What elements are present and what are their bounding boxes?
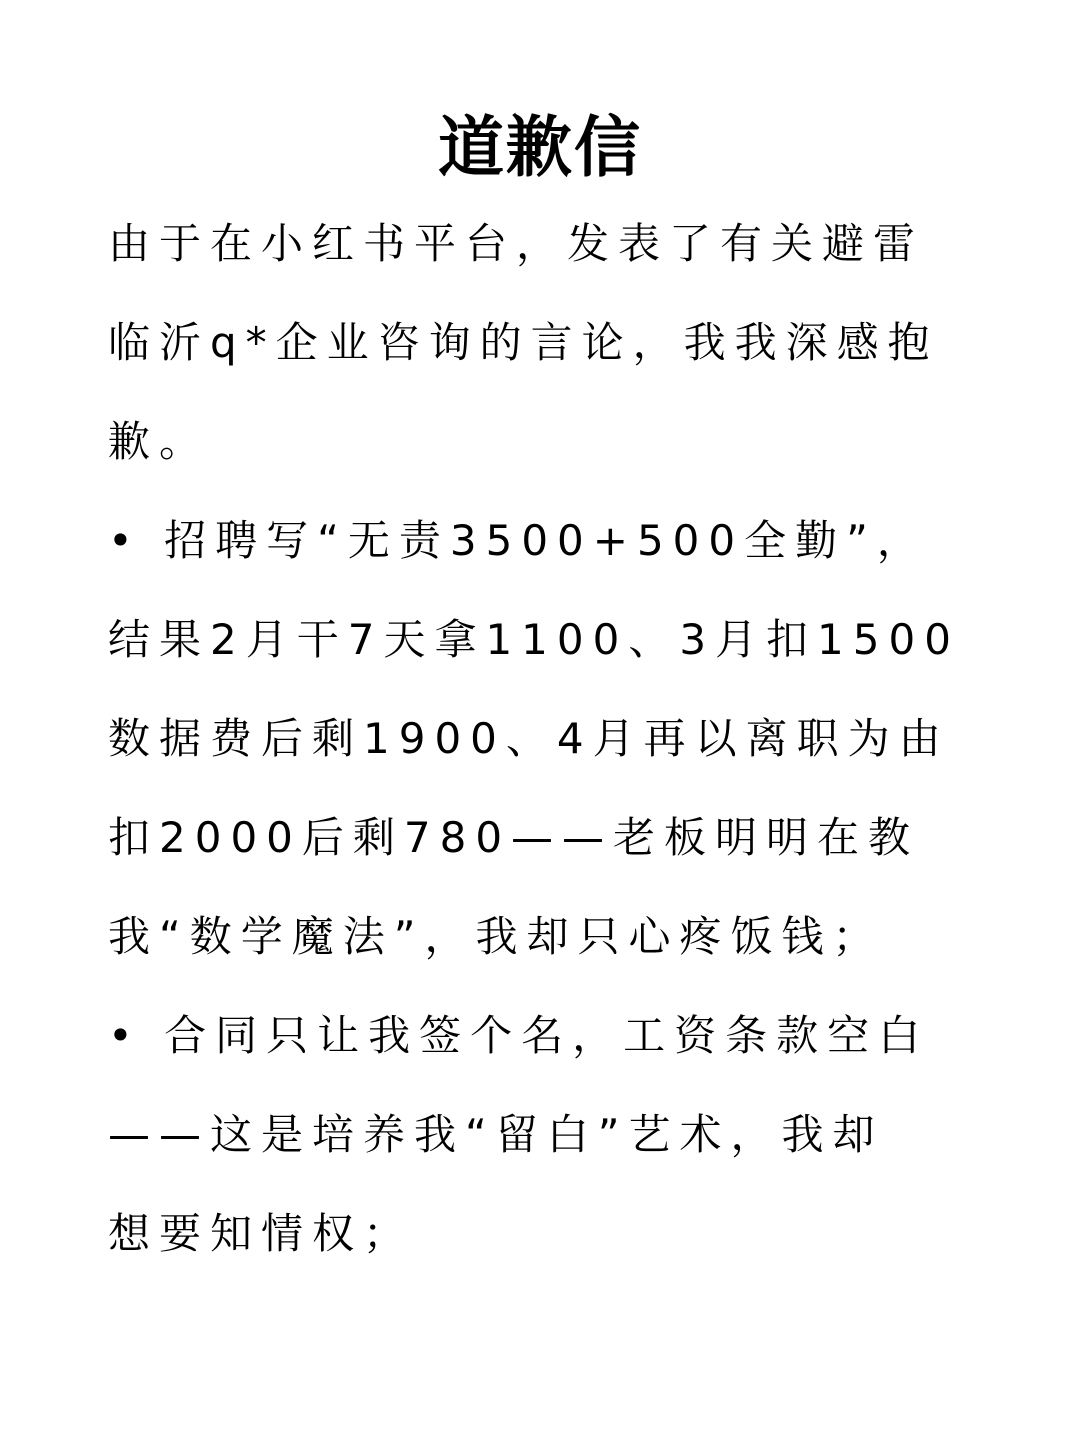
body-line: 歉。 [108,417,211,466]
letter-body [108,194,1008,1283]
bullet-line: • 合同只让我签个名，工资条款空白 [108,1011,930,1060]
body-line: 想要知情权； [108,1209,415,1258]
body-line: 临沂q*企业咨询的言论，我我深感抱 [108,318,939,367]
body-line: 数据费后剩1900、4月再以离职为由 [108,714,950,763]
body-line: 扣2000后剩780——老板明明在教 [108,813,920,862]
page-title: 道歉信 [438,109,642,186]
body-line: 结果2月干7天拿1100、3月扣1500 [108,615,960,664]
body-line: 由于在小红书平台，发表了有关避雷 [108,219,925,268]
bullet-line: • 招聘写“无责3500+500全勤”， [108,516,928,565]
body-line: ——这是培养我“留白”艺术，我却 [108,1110,884,1159]
body-line: 我“数学魔法”，我却只心疼饭钱； [108,912,884,961]
